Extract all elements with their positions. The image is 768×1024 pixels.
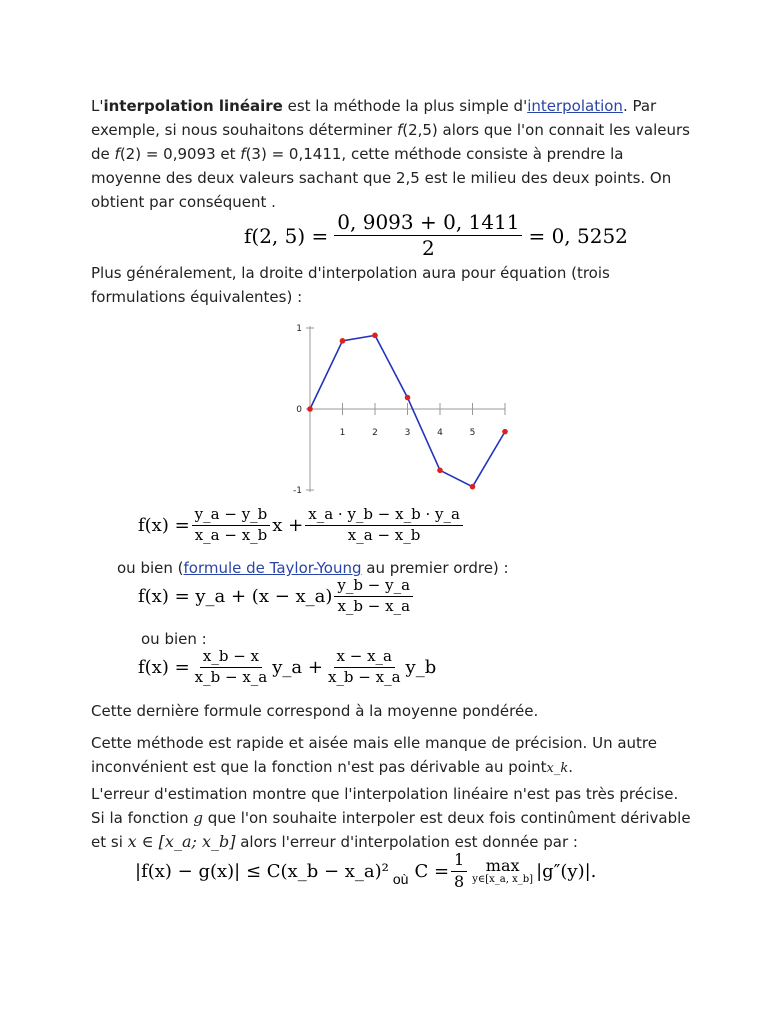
f2-lhs: f(x) = y_a + (x − x_a) (138, 585, 333, 607)
err-text-2: que l'on souhaite interpoler est deux fois continûment dérivable et si (91, 809, 691, 851)
note-precision: Cette méthode est rapide et aisée mais elle manque de précision. Un autre inconvénient est que la fonction n'est pas dérivable au pointx_k. (91, 734, 657, 776)
bound-max: max (485, 855, 520, 875)
data-point (307, 406, 313, 412)
f3-a-den: x_b − x_a (194, 667, 268, 686)
eq1-numerator: 0, 9093 + 0, 1411 (334, 212, 522, 236)
x-tick-label: 2 (372, 428, 378, 438)
data-point (470, 484, 476, 490)
f1-a-den: x_a − x_b (194, 525, 268, 544)
note2-var: x_k (546, 761, 569, 776)
bound-tail: |g″(y)|. (536, 860, 597, 882)
intro-paragraph (91, 94, 691, 214)
note2-text: Cette méthode est rapide et aisée mais elle manque de précision. Un autre inconvénient est que la fonction n'est pas dérivable au point (91, 734, 657, 776)
intro-text-4: (2) = 0,9093 et (119, 145, 241, 163)
formula-3 (138, 649, 436, 686)
intro-bold-term: interpolation linéaire (103, 97, 283, 115)
y-tick-label: 0 (296, 405, 302, 415)
bound-c: C = (414, 860, 450, 882)
f2-den: x_b − x_a (337, 596, 411, 615)
err-cond: x ∈ [x_a; x_b] (127, 832, 236, 851)
eq1-lhs: f(2, 5) = (244, 223, 329, 248)
intro-text-1: est la méthode la plus simple d' (282, 97, 528, 115)
eq1-rhs: = 0, 5252 (528, 223, 628, 248)
f2-num: y_b − y_a (334, 578, 413, 597)
x-tick-label: 1 (339, 428, 346, 438)
f1-mid: x + (272, 514, 304, 536)
orbien-2: ou bien : (141, 630, 207, 648)
intro-f-1: f (396, 121, 403, 139)
err-text-3: alors l'erreur d'interpolation est donnée par : (235, 833, 578, 851)
orbien1-post: au premier ordre) : (361, 559, 509, 577)
data-point (372, 333, 378, 339)
note-weighted-mean: Cette dernière formule correspond à la moyenne pondérée. (91, 702, 539, 720)
f3-a-tail: y_a + (272, 656, 323, 678)
err-text-1: L'erreur d'estimation montre que l'interpolation linéaire n'est pas très précise. Si la fonction (91, 785, 679, 827)
orbien1-pre: ou bien ( (117, 559, 184, 577)
orbien-taylor (117, 556, 717, 580)
eq1-denominator: 2 (422, 236, 435, 260)
intro-text-3: (2,5) alors que l'on connait les valeurs de (91, 121, 690, 163)
intro-f-2: f (114, 145, 120, 163)
x-tick-label: 4 (437, 428, 443, 438)
bound-c-num: 1 (451, 852, 467, 872)
data-point (502, 429, 508, 435)
f3-b-num: x − x_a (334, 649, 395, 668)
x-tick-label: 5 (469, 428, 476, 438)
intro-text-2: . Par exemple, si nous souhaitons déterminer (91, 97, 657, 139)
f1-a-num: y_a − y_b (192, 507, 271, 526)
taylor-young-link[interactable]: formule de Taylor-Young (183, 559, 362, 577)
f3-lhs: f(x) = (138, 656, 190, 678)
formula-2 (138, 578, 415, 615)
err-g: g (193, 809, 203, 827)
bound-lhs: |f(x) − g(x)| ≤ C(x_b − x_a)² (135, 860, 389, 882)
f3-b-tail: y_b (405, 656, 437, 678)
data-point (340, 338, 346, 344)
f1-lhs: f(x) = (138, 514, 190, 536)
f1-b-num: x_a · y_b − x_b · y_a (305, 507, 463, 526)
f3-a-num: x_b − x (200, 649, 262, 668)
intro-f-3: f (240, 145, 246, 163)
bound-ou: où (392, 871, 409, 888)
x-tick-label: 3 (404, 428, 411, 438)
intro-prefix: L' (91, 97, 104, 115)
bound-max-sub: y∈[x_a, x_b] (472, 873, 534, 885)
f1-b-den: x_a − x_b (347, 525, 421, 544)
formula-1 (138, 507, 465, 544)
f3-b-den: x_b − x_a (327, 667, 401, 686)
error-bound (135, 852, 596, 891)
data-point (437, 468, 443, 474)
y-tick-label: 1 (296, 324, 302, 334)
error-paragraph (91, 782, 691, 854)
general-paragraph: Plus généralement, la droite d'interpolation aura pour équation (trois formulations équivalentes) : (91, 264, 610, 306)
interpolation-link[interactable]: interpolation (527, 97, 623, 115)
data-point (405, 395, 411, 401)
series-line (310, 335, 505, 486)
bound-c-den: 8 (454, 871, 465, 891)
equation-average (244, 212, 628, 259)
intro-text-5: (3) = 0,1411, cette méthode consiste à prendre la moyenne des deux valeurs sachant que 2,5 est le milieu des deux points. On obtient par conséquent . (91, 145, 672, 211)
y-tick-label: -1 (293, 486, 302, 496)
